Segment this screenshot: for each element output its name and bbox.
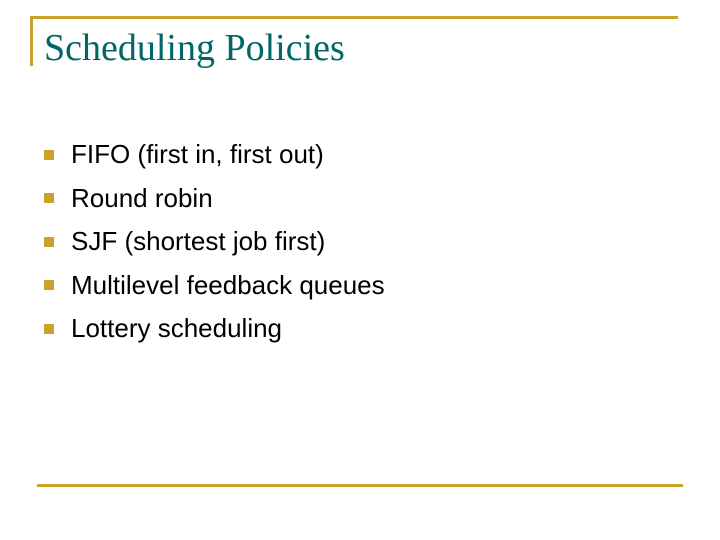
bullet-list [44,133,385,351]
square-bullet-icon [44,150,54,160]
square-bullet-icon [44,280,54,290]
bullet-text: SJF (shortest job first) [71,226,326,257]
bullet-text: FIFO (first in, first out) [71,139,324,170]
square-bullet-icon [44,193,54,203]
bottom-rule [37,484,683,487]
slide-title: Scheduling Policies [44,27,345,69]
square-bullet-icon [44,324,54,334]
square-bullet-icon [44,237,54,247]
bullet-item [44,264,385,308]
bullet-text: Round robin [71,182,213,213]
left-rule [30,16,33,66]
bullet-item [44,307,385,351]
bullet-text: Multilevel feedback queues [71,269,385,300]
bullet-item [44,133,385,177]
bullet-text: Lottery scheduling [71,313,283,344]
bullet-item [44,220,385,264]
top-rule [30,16,678,19]
bullet-item [44,177,385,221]
